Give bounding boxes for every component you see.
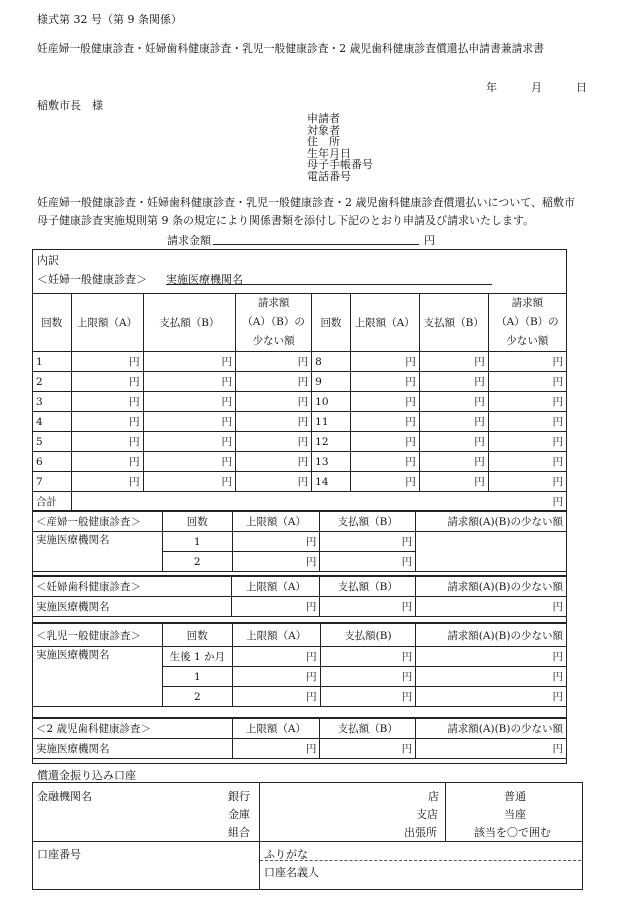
col-paid: 支払額（B）	[143, 294, 235, 352]
row-limit-right[interactable]: 円	[350, 432, 419, 452]
row-claim-left[interactable]: 円	[236, 412, 312, 432]
branch-type-office[interactable]: 出張所	[404, 826, 437, 839]
row-limit-right[interactable]: 円	[350, 392, 419, 412]
dental-pregnant-table	[32, 575, 567, 617]
date-year-label: 年	[486, 81, 497, 94]
row-count-right: 9	[312, 372, 351, 392]
row-claim-left[interactable]: 円	[236, 432, 312, 452]
dental-pregnant-col-limit: 上限額（A）	[232, 576, 320, 597]
mch-number-label: 母子手帳番号	[307, 158, 373, 171]
infant-count-2: 1	[162, 667, 232, 687]
row-limit-left[interactable]: 円	[71, 412, 143, 432]
postpartum-limit-2[interactable]: 円	[232, 552, 320, 572]
dental-pregnant-section-label: ＜妊婦歯科健康診査＞	[33, 576, 232, 597]
dental-pregnant-limit[interactable]: 円	[232, 597, 320, 617]
row-claim-left[interactable]: 円	[236, 392, 312, 412]
row-paid-right[interactable]: 円	[419, 392, 488, 412]
infant-paid-1[interactable]: 円	[320, 647, 416, 667]
table-row	[33, 392, 567, 412]
postpartum-col-count: 回数	[162, 511, 232, 532]
col-paid-right: 支払額（B）	[419, 294, 488, 352]
postpartum-limit-1[interactable]: 円	[232, 532, 320, 552]
row-count-right: 14	[312, 472, 351, 492]
row-limit-left[interactable]: 円	[71, 452, 143, 472]
row-paid-right[interactable]: 円	[419, 432, 488, 452]
bank-type-kumiai[interactable]: 組合	[228, 826, 250, 839]
row-count-left: 4	[33, 412, 72, 432]
pregnant-institution-line[interactable]	[166, 284, 492, 285]
pregnant-institution-label: 実施医療機関名	[166, 273, 243, 286]
table-row	[33, 372, 567, 392]
infant-col-count: 回数	[162, 623, 232, 647]
row-claim-right[interactable]: 円	[488, 472, 566, 492]
row-paid-left[interactable]: 円	[143, 432, 235, 452]
postpartum-col-claim: 請求額(A)(B)の少ない額	[416, 511, 567, 532]
row-paid-left[interactable]: 円	[143, 452, 235, 472]
total-label: 合計	[33, 492, 72, 512]
row-limit-right[interactable]: 円	[350, 472, 419, 492]
row-limit-right[interactable]: 円	[350, 412, 419, 432]
row-count-right: 11	[312, 412, 351, 432]
postpartum-col-limit: 上限額（A）	[232, 511, 320, 532]
dental-pregnant-claim[interactable]: 円	[416, 597, 567, 617]
infant-limit-1[interactable]: 円	[232, 647, 320, 667]
row-claim-left[interactable]: 円	[236, 472, 312, 492]
row-limit-right[interactable]: 円	[350, 372, 419, 392]
row-paid-left[interactable]: 円	[143, 352, 235, 372]
postpartum-table	[32, 510, 567, 572]
row-limit-right[interactable]: 円	[350, 452, 419, 472]
table-row	[33, 352, 567, 372]
row-claim-right[interactable]: 円	[488, 452, 566, 472]
postpartum-count-1: 1	[162, 532, 232, 552]
dental-2yr-institution-label: 実施医療機関名	[33, 739, 233, 759]
dental-pregnant-col-claim: 請求額(A)(B)の少ない額	[416, 576, 567, 597]
infant-table	[32, 622, 567, 707]
row-claim-left[interactable]: 円	[236, 372, 312, 392]
infant-count-3: 2	[162, 687, 232, 707]
postpartum-col-paid: 支払額（B）	[320, 511, 416, 532]
dental-2yr-claim[interactable]: 円	[416, 739, 567, 759]
infant-limit-3[interactable]: 円	[232, 687, 320, 707]
body-text-2: 母子健康診査実施規則第 9 条の規定により関係書類を添付し下記のとおり申請及び請求いたします。	[37, 214, 535, 227]
postpartum-institution-label: 実施医療機関名	[33, 532, 163, 572]
row-paid-left[interactable]: 円	[143, 392, 235, 412]
infant-col-limit: 上限額（A）	[232, 623, 320, 647]
row-limit-left[interactable]: 円	[71, 432, 143, 452]
row-count-left: 1	[33, 352, 72, 372]
furigana-label: ふりがな	[264, 848, 308, 861]
row-claim-left[interactable]: 円	[236, 452, 312, 472]
branch-type-branch[interactable]: 支店	[416, 808, 438, 821]
dental-2yr-limit[interactable]: 円	[232, 739, 320, 759]
infant-col-claim: 請求額(A)(B)の少ない額	[416, 623, 567, 647]
birthdate-label: 生年月日	[307, 146, 351, 160]
row-count-right: 12	[312, 432, 351, 452]
row-claim-right[interactable]: 円	[488, 392, 566, 412]
infant-col-paid: 支払額(B)	[320, 623, 416, 647]
subject-label: 対象者	[307, 123, 340, 137]
row-count-right: 13	[312, 452, 351, 472]
claim-amount-label: 請求金額	[167, 234, 211, 247]
applicant-label: 申請者	[307, 112, 340, 125]
row-claim-right[interactable]: 円	[488, 432, 566, 452]
row-limit-left[interactable]: 円	[71, 372, 143, 392]
dental-2yr-col-paid: 支払額（B）	[320, 718, 416, 739]
row-limit-left[interactable]: 円	[71, 352, 143, 372]
phone-label: 電話番号	[307, 169, 351, 183]
bank-vline-1	[259, 782, 260, 889]
postpartum-paid-1[interactable]: 円	[320, 532, 416, 552]
row-paid-right[interactable]: 円	[419, 472, 488, 492]
table-row	[33, 472, 567, 492]
col-limit-right: 上限額（A）	[350, 294, 419, 352]
account-type-ordinary[interactable]: 普通	[504, 790, 526, 803]
row-claim-right[interactable]: 円	[488, 352, 566, 372]
infant-count-1: 生後 1 か月	[162, 647, 232, 667]
account-number-label: 口座番号	[37, 848, 81, 861]
bank-vline-2	[445, 782, 446, 841]
account-holder-label: 口座名義人	[264, 866, 319, 879]
table-row	[33, 432, 567, 452]
row-paid-right[interactable]: 円	[419, 452, 488, 472]
applicant-fields	[307, 113, 373, 182]
addressee: 稲敷市長 様	[37, 99, 103, 112]
row-paid-left[interactable]: 円	[143, 472, 235, 492]
table-row	[33, 412, 567, 432]
col-claim: 請求額 （A）（B）の 少ない額	[236, 294, 312, 352]
bank-divider	[32, 841, 583, 842]
dental-2yr-paid[interactable]: 円	[320, 739, 416, 759]
pregnant-table	[32, 293, 567, 512]
account-type-current[interactable]: 当座	[504, 808, 526, 821]
total-amount[interactable]: 円	[71, 492, 566, 512]
date-month-label: 月	[531, 81, 542, 94]
row-count-right: 10	[312, 392, 351, 412]
bank-section-label: 償還金振り込み口座	[37, 769, 136, 782]
row-paid-left[interactable]: 円	[143, 412, 235, 432]
row-count-left: 7	[33, 472, 72, 492]
pregnant-section-label: ＜妊婦一般健康診査＞	[37, 273, 147, 286]
row-count-left: 5	[33, 432, 72, 452]
page-title: 妊産婦一般健康診査・妊婦歯科健康診査・乳児一般健康診査・2 歳児歯科健康診査償還払申請書兼請求書	[37, 42, 544, 55]
infant-section-label: ＜乳児一般健康診査＞	[33, 623, 163, 647]
dental-2yr-col-limit: 上限額（A）	[232, 718, 320, 739]
body-text-1: 妊産婦一般健康診査・妊婦歯科健康診査・乳児一般健康診査・2 歳児歯科健康診査償還払いについて、稲敷市	[37, 196, 576, 209]
row-limit-right[interactable]: 円	[350, 352, 419, 372]
account-type-note: 該当を〇で囲む	[474, 826, 551, 839]
row-paid-right[interactable]: 円	[419, 412, 488, 432]
bank-institution-label: 金融機関名	[37, 790, 92, 803]
row-count-left: 2	[33, 372, 72, 392]
address-label: 住 所	[307, 135, 340, 148]
dental-2yr-col-claim: 請求額(A)(B)の少ない額	[416, 718, 567, 739]
postpartum-count-2: 2	[162, 552, 232, 572]
dental-2yr-table	[32, 717, 567, 759]
breakdown-label: 内訳	[37, 254, 59, 267]
row-count-left: 3	[33, 392, 72, 412]
infant-paid-2[interactable]: 円	[320, 667, 416, 687]
claim-amount-yen: 円	[424, 234, 435, 247]
col-limit: 上限額（A）	[71, 294, 143, 352]
infant-claim-3[interactable]: 円	[416, 687, 567, 707]
postpartum-paid-2[interactable]: 円	[320, 552, 416, 572]
furigana-divider	[260, 860, 581, 861]
infant-institution-label: 実施医療機関名	[33, 647, 163, 707]
date-day-label: 日	[576, 81, 587, 94]
row-claim-right[interactable]: 円	[488, 372, 566, 392]
dental-2yr-section-label: ＜2 歳児歯科健康診査＞	[33, 718, 233, 739]
infant-claim-1[interactable]: 円	[416, 647, 567, 667]
row-count-right: 8	[312, 352, 351, 372]
col-count: 回数	[33, 294, 72, 352]
infant-claim-2[interactable]: 円	[416, 667, 567, 687]
row-claim-left[interactable]: 円	[236, 352, 312, 372]
row-paid-right[interactable]: 円	[419, 352, 488, 372]
infant-paid-3[interactable]: 円	[320, 687, 416, 707]
infant-limit-2[interactable]: 円	[232, 667, 320, 687]
row-claim-right[interactable]: 円	[488, 412, 566, 432]
row-limit-left[interactable]: 円	[71, 472, 143, 492]
form-number: 様式第 32 号（第 9 条関係）	[37, 13, 182, 26]
dental-pregnant-institution-label: 実施医療機関名	[33, 597, 232, 617]
postpartum-claim[interactable]	[416, 532, 567, 572]
row-limit-left[interactable]: 円	[71, 392, 143, 412]
bank-type-shinkin[interactable]: 金庫	[228, 808, 250, 821]
col-claim-right: 請求額 （A）（B）の 少ない額	[488, 294, 566, 352]
row-paid-left[interactable]: 円	[143, 372, 235, 392]
table-row	[33, 452, 567, 472]
dental-pregnant-paid[interactable]: 円	[320, 597, 416, 617]
branch-type-store[interactable]: 店	[428, 790, 439, 803]
claim-amount-line[interactable]	[213, 244, 419, 245]
col-count-right: 回数	[312, 294, 351, 352]
dental-pregnant-col-paid: 支払額（B）	[320, 576, 416, 597]
postpartum-section-label: ＜産婦一般健康診査＞	[33, 511, 163, 532]
bank-type-bank[interactable]: 銀行	[228, 790, 250, 803]
row-count-left: 6	[33, 452, 72, 472]
row-paid-right[interactable]: 円	[419, 372, 488, 392]
